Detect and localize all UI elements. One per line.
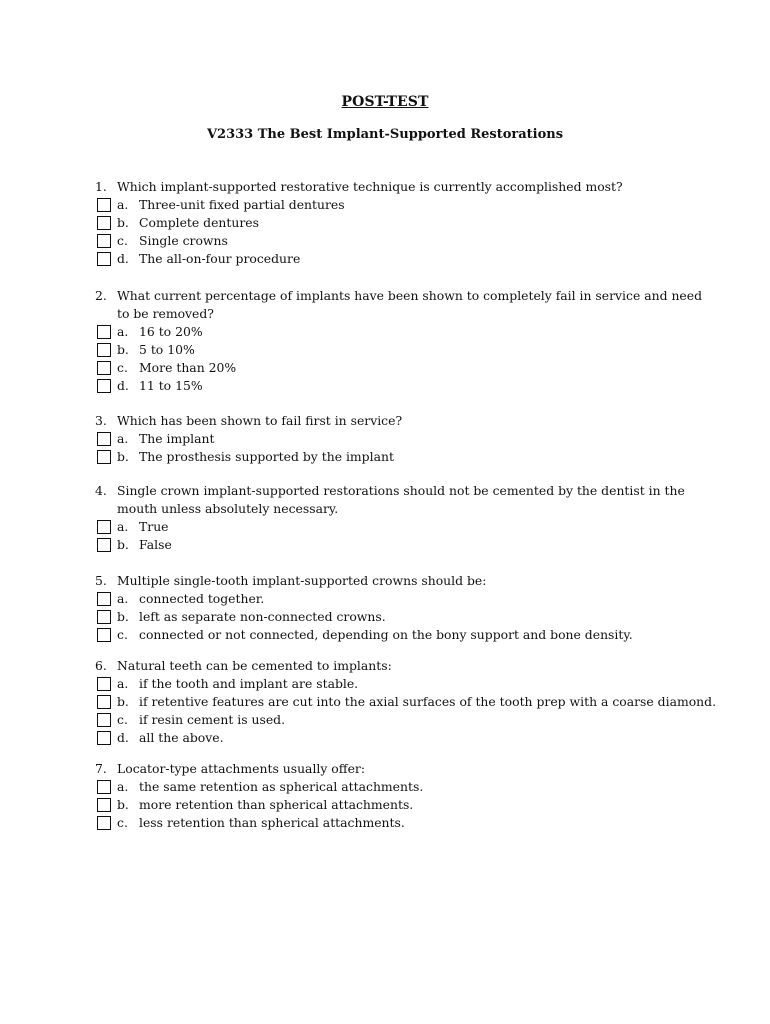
- answer-checkbox[interactable]: [97, 677, 111, 691]
- answer-checkbox[interactable]: [97, 628, 111, 642]
- option-letter: a.: [117, 519, 129, 534]
- option-b[interactable]: [95, 693, 717, 711]
- option-letter: c.: [117, 233, 128, 248]
- option-text: the same retention as spherical attachments.: [139, 779, 424, 794]
- option-text: Three-unit fixed partial dentures: [139, 197, 345, 212]
- option-letter: d.: [117, 251, 129, 266]
- option-text: connected together.: [139, 591, 265, 606]
- option-letter: d.: [117, 730, 129, 745]
- answer-checkbox[interactable]: [97, 798, 111, 812]
- option-text: 5 to 10%: [139, 342, 195, 357]
- option-a[interactable]: [95, 675, 705, 693]
- question-1: [95, 178, 705, 268]
- option-a[interactable]: [95, 590, 705, 608]
- question-text: Single crown implant-supported restorations should not be cemented by the dentist in the mouth unless absolutely necessary.: [117, 483, 685, 516]
- option-b[interactable]: [95, 448, 705, 466]
- answer-checkbox[interactable]: [97, 361, 111, 375]
- question-number: 6.: [95, 658, 107, 673]
- answer-checkbox[interactable]: [97, 816, 111, 830]
- option-a[interactable]: [95, 778, 705, 796]
- answer-checkbox[interactable]: [97, 379, 111, 393]
- option-c[interactable]: [95, 232, 705, 250]
- option-b[interactable]: [95, 536, 705, 554]
- option-text: Single crowns: [139, 233, 228, 248]
- option-a[interactable]: [95, 430, 705, 448]
- option-text: Complete dentures: [139, 215, 259, 230]
- question-text: Which has been shown to fail first in service?: [117, 413, 403, 428]
- answer-checkbox[interactable]: [97, 592, 111, 606]
- option-text: left as separate non-connected crowns.: [139, 609, 386, 624]
- page-title: POST-TEST: [341, 94, 429, 110]
- question-number: 1.: [95, 179, 107, 194]
- answer-checkbox[interactable]: [97, 450, 111, 464]
- option-b[interactable]: [95, 214, 705, 232]
- option-letter: b.: [117, 797, 129, 812]
- option-a[interactable]: [95, 196, 705, 214]
- option-text: more retention than spherical attachments.: [139, 797, 414, 812]
- answer-checkbox[interactable]: [97, 520, 111, 534]
- answer-checkbox[interactable]: [97, 713, 111, 727]
- question-text: Which implant-supported restorative technique is currently accomplished most?: [117, 179, 623, 194]
- option-letter: a.: [117, 591, 129, 606]
- option-text: if retentive features are cut into the axial surfaces of the tooth prep with a coarse diamond.: [139, 694, 717, 709]
- question-number: 5.: [95, 573, 107, 588]
- option-text: The implant: [139, 431, 215, 446]
- option-b[interactable]: [95, 796, 705, 814]
- option-text: 11 to 15%: [139, 378, 203, 393]
- option-text: connected or not connected, depending on the bony support and bone density.: [139, 627, 633, 642]
- answer-checkbox[interactable]: [97, 432, 111, 446]
- answer-checkbox[interactable]: [97, 234, 111, 248]
- option-text: all the above.: [139, 730, 224, 745]
- option-letter: b.: [117, 694, 129, 709]
- option-text: if resin cement is used.: [139, 712, 286, 727]
- option-letter: b.: [117, 449, 129, 464]
- option-text: The prosthesis supported by the implant: [139, 449, 394, 464]
- question-6: [95, 657, 717, 747]
- option-d[interactable]: [95, 377, 705, 395]
- option-d[interactable]: [95, 729, 705, 747]
- answer-checkbox[interactable]: [97, 610, 111, 624]
- question-4: [95, 482, 705, 554]
- answer-checkbox[interactable]: [97, 325, 111, 339]
- option-letter: a.: [117, 431, 129, 446]
- option-c[interactable]: [95, 359, 705, 377]
- answer-checkbox[interactable]: [97, 780, 111, 794]
- question-text: Natural teeth can be cemented to implants:: [117, 658, 392, 673]
- option-text: More than 20%: [139, 360, 237, 375]
- option-b[interactable]: [95, 608, 705, 626]
- answer-checkbox[interactable]: [97, 695, 111, 709]
- question-number: 2.: [95, 288, 107, 303]
- option-letter: d.: [117, 378, 129, 393]
- question-7: [95, 760, 705, 832]
- answer-checkbox[interactable]: [97, 538, 111, 552]
- option-letter: a.: [117, 676, 129, 691]
- option-text: The all-on-four procedure: [139, 251, 301, 266]
- option-letter: c.: [117, 712, 128, 727]
- answer-checkbox[interactable]: [97, 252, 111, 266]
- option-letter: a.: [117, 197, 129, 212]
- page-subtitle: V2333 The Best Implant-Supported Restorations: [206, 127, 564, 142]
- question-text: Locator-type attachments usually offer:: [117, 761, 366, 776]
- question-3: [95, 412, 705, 466]
- option-a[interactable]: [95, 518, 705, 536]
- question-text: What current percentage of implants have been shown to completely fail in service and need to be removed?: [117, 288, 703, 321]
- option-c[interactable]: [95, 626, 705, 644]
- question-number: 3.: [95, 413, 107, 428]
- answer-checkbox[interactable]: [97, 343, 111, 357]
- option-a[interactable]: [95, 323, 705, 341]
- option-letter: b.: [117, 215, 129, 230]
- question-number: 4.: [95, 483, 107, 498]
- option-letter: b.: [117, 342, 129, 357]
- answer-checkbox[interactable]: [97, 216, 111, 230]
- question-text: Multiple single-tooth implant-supported crowns should be:: [117, 573, 487, 588]
- option-b[interactable]: [95, 341, 705, 359]
- option-letter: b.: [117, 537, 129, 552]
- option-letter: c.: [117, 360, 128, 375]
- option-d[interactable]: [95, 250, 705, 268]
- option-text: True: [139, 519, 169, 534]
- option-text: False: [139, 537, 172, 552]
- option-letter: c.: [117, 627, 128, 642]
- answer-checkbox[interactable]: [97, 198, 111, 212]
- option-text: 16 to 20%: [139, 324, 203, 339]
- option-letter: a.: [117, 324, 129, 339]
- answer-checkbox[interactable]: [97, 731, 111, 745]
- option-letter: c.: [117, 815, 128, 830]
- option-letter: b.: [117, 609, 129, 624]
- option-text: if the tooth and implant are stable.: [139, 676, 359, 691]
- option-letter: a.: [117, 779, 129, 794]
- question-number: 7.: [95, 761, 107, 776]
- question-2: [95, 287, 705, 395]
- option-c[interactable]: [95, 814, 705, 832]
- option-c[interactable]: [95, 711, 705, 729]
- option-text: less retention than spherical attachments.: [139, 815, 405, 830]
- question-5: [95, 572, 705, 644]
